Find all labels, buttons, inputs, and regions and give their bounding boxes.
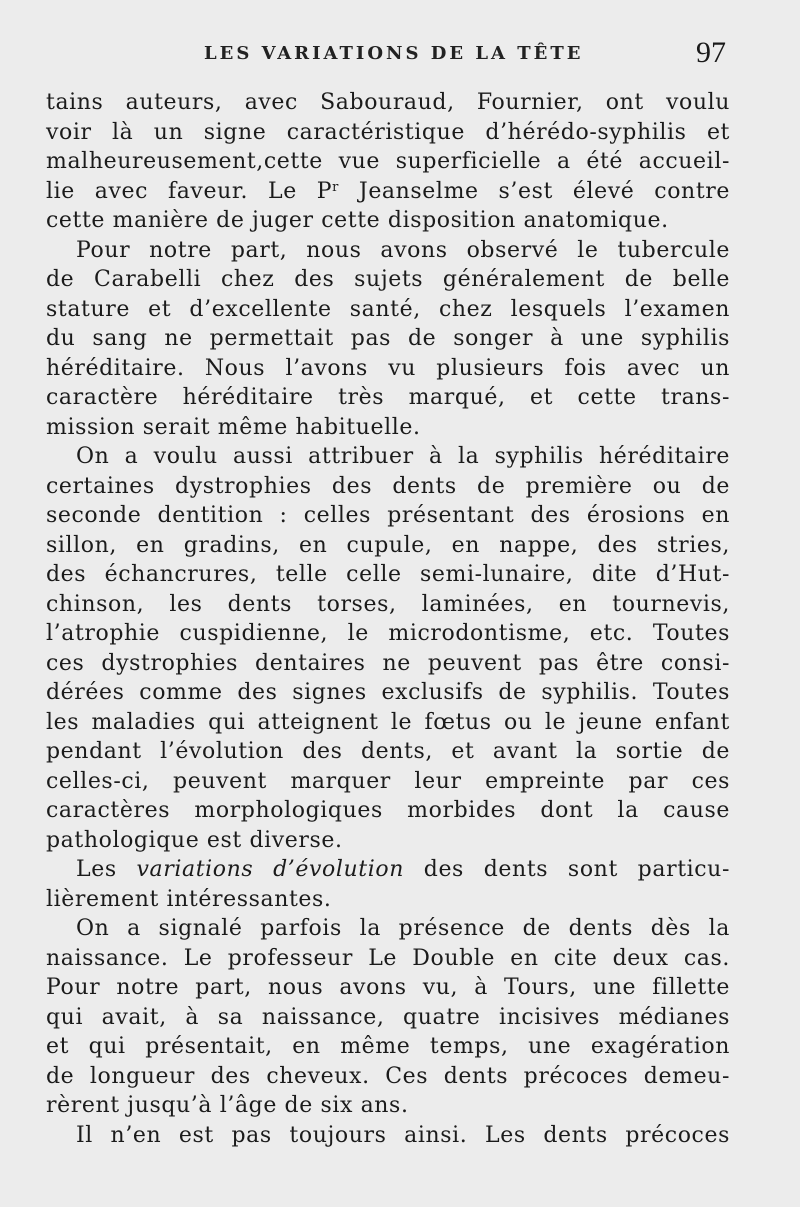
text-line: stature et d’excellente santé, chez lesquels l’examen xyxy=(46,296,730,322)
line-segment: Les xyxy=(76,857,137,882)
text-line: tains auteurs, avec Sabouraud, Fournier, ont voulu xyxy=(46,90,730,115)
text-line: Il n’en est pas toujours ainsi. Les dents précoces xyxy=(76,1122,730,1148)
text-line: dérées comme des signes exclusifs de syphilis. Toutes xyxy=(46,680,730,705)
running-header xyxy=(0,36,800,70)
text-line: pendant l’évolution des dents, et avant la sortie de xyxy=(46,739,730,764)
line-segment: lie avec faveur. Le P xyxy=(46,178,333,204)
text-line: caractère héréditaire très marqué, et cette trans- xyxy=(46,385,730,410)
text-line: sillon, en gradins, en cupule, en nappe, des stries, xyxy=(46,532,730,558)
text-line: chinson, les dents torses, laminées, en tournevis, xyxy=(46,591,730,617)
line-segment: des dents sont particu- xyxy=(403,857,730,882)
body-text xyxy=(46,88,730,1150)
superscript: r xyxy=(332,179,339,195)
text-line: ces dystrophies dentaires ne peuvent pas être consi- xyxy=(46,650,730,676)
text-line: de Carabelli chez des sujets généralement de belle xyxy=(46,267,730,292)
running-title: LES VARIATIONS DE LA TÊTE xyxy=(204,43,584,64)
text-line: malheureusement,cette vue superficielle a été accueil- xyxy=(46,149,730,174)
text-line: naissance. Le professeur Le Double en cite deux cas. xyxy=(46,945,730,971)
text-line: pathologique est diverse. xyxy=(46,827,343,853)
text-line: seconde dentition : celles présentant des érosions en xyxy=(46,503,730,528)
text-line: Pour notre part, nous avons vu, à Tours, une fillette xyxy=(46,975,730,1000)
text-line: des échancrures, telle celle semi-lunaire, dite d’Hut- xyxy=(46,562,730,587)
page-number: 97 xyxy=(696,36,726,69)
line-segment: Jeanselme s’est élevé contre xyxy=(339,178,731,204)
text-line: On a voulu aussi attribuer à la syphilis héréditaire xyxy=(76,444,730,469)
text-line xyxy=(46,855,730,885)
text-line: de longueur des cheveux. Ces dents précoces demeu- xyxy=(46,1063,730,1089)
text-line: caractères morphologiques morbides dont la cause xyxy=(46,798,730,823)
text-line: celles-ci, peuvent marquer leur empreinte par ces xyxy=(46,768,730,794)
text-line: qui avait, à sa naissance, quatre incisives médianes xyxy=(46,1004,730,1030)
text-line: voir là un signe caractéristique d’hérédo-syphilis et xyxy=(46,119,730,145)
text-line: cette manière de juger cette disposition anatomique. xyxy=(46,208,669,233)
text-line: mission serait même habituelle. xyxy=(46,414,421,440)
text-line: héréditaire. Nous l’avons vu plusieurs fois avec un xyxy=(46,355,730,381)
text-line: lièrement intéressantes. xyxy=(46,886,332,912)
text-line: l’atrophie cuspidienne, le microdontisme, etc. Toutes xyxy=(46,621,730,646)
text-line: du sang ne permettait pas de songer à une syphilis xyxy=(46,326,730,351)
text-line: rèrent jusqu’à l’âge de six ans. xyxy=(46,1093,409,1118)
text-line xyxy=(46,177,730,207)
text-line: les maladies qui atteignent le fœtus ou le jeune enfant xyxy=(46,709,730,735)
text-line: Pour notre part, nous avons observé le tubercule xyxy=(76,237,730,263)
text-line: On a signalé parfois la présence de dents dès la xyxy=(76,916,730,941)
text-line: et qui présentait, en même temps, une exagération xyxy=(46,1034,730,1059)
text-line: certaines dystrophies des dents de première ou de xyxy=(46,473,730,499)
italic-phrase: variations d’évolution xyxy=(136,857,404,882)
